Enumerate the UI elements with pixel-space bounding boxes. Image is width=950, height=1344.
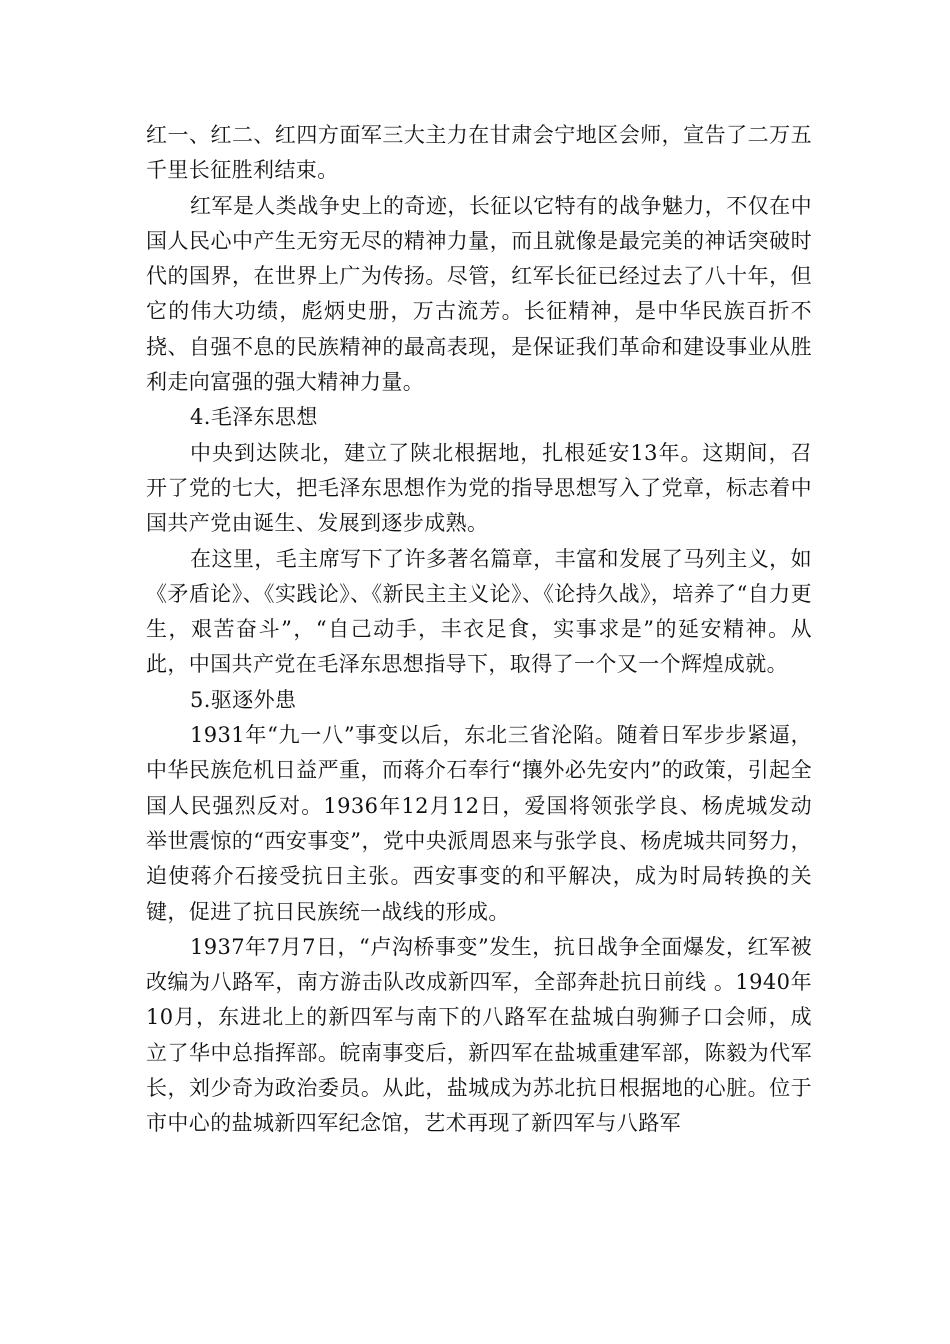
section-heading-mao-thought: 4.毛泽东思想 (190, 405, 318, 430)
document-page (146, 118, 812, 1142)
paragraph-long-march-end: 红一、红二、红四方面军三大主力在甘肃会宁地区会师，宣告了二万五千里长征胜利结束。 (146, 123, 812, 183)
paragraph-chairman-mao-works: 在这里，毛主席写下了许多著名篇章，丰富和发展了马列主义，如《矛盾论》、《实践论》、《新民主主义论》、《论持久战》，培养了“自力更生，艰苦奋斗”，“自己动手，丰衣足食，实事求是”的延安精神。从此，中国共产党在毛泽东思想指导下，取得了一个又一个辉煌成就。 (146, 546, 812, 677)
paragraph-red-army-miracle: 红军是人类战争史上的奇迹，长征以它特有的战争魅力，不仅在中国人民心中产生无穷无尽的精神力量，而且就像是最完美的神话突破时代的国界，在世界上广为传扬。尽管，红军长征已经过去了八十年，但它的伟大功绩，彪炳史册，万古流芳。长征精神，是中华民族百折不挠、自强不息的民族精神的最高表现，是保证我们革命和建设事业从胜利走向富强的强大精神力量。 (146, 193, 812, 395)
paragraph-yanan: 中央到达陕北，建立了陕北根据地，扎根延安13年。这期间，召开了党的七大，把毛泽东思想作为党的指导思想写入了党章，标志着中国共产党由诞生、发展到逐步成熟。 (146, 440, 812, 536)
section-heading-expel-invaders: 5.驱逐外患 (190, 687, 297, 712)
paragraph-xian-incident: 1931年“九一八”事变以后，东北三省沦陷。随着日军步步紧逼，中华民族危机日益严重，而蒋介石奉行“攘外必先安内”的政策，引起全国人民强烈反对。1936年12月12日，爱国将领张学良、杨虎城发动举世震惊的“西安事变”，党中央派周恩来与张学良、杨虎城共同努力，迫使蒋介石接受抗日主张。西安事变的和平解决，成为时局转换的关键，促进了抗日民族统一战线的形成。 (146, 723, 812, 924)
paragraph-new-fourth-army: 1937年7月7日，“卢沟桥事变”发生，抗日战争全面爆发，红军被改编为八路军，南方游击队改成新四军，全部奔赴抗日前线 。1940年10月，东进北上的新四军与南下的八路军在盐城白驹狮子口会师，成立了华中总指挥部。皖南事变后，新四军在盐城重建军部，陈毅为代军长，刘少奇为政治委员。从此，盐城成为苏北抗日根据地的心脏。位于市中心的盐城新四军纪念馆，艺术再现了新四军与八路军 (146, 934, 812, 1136)
